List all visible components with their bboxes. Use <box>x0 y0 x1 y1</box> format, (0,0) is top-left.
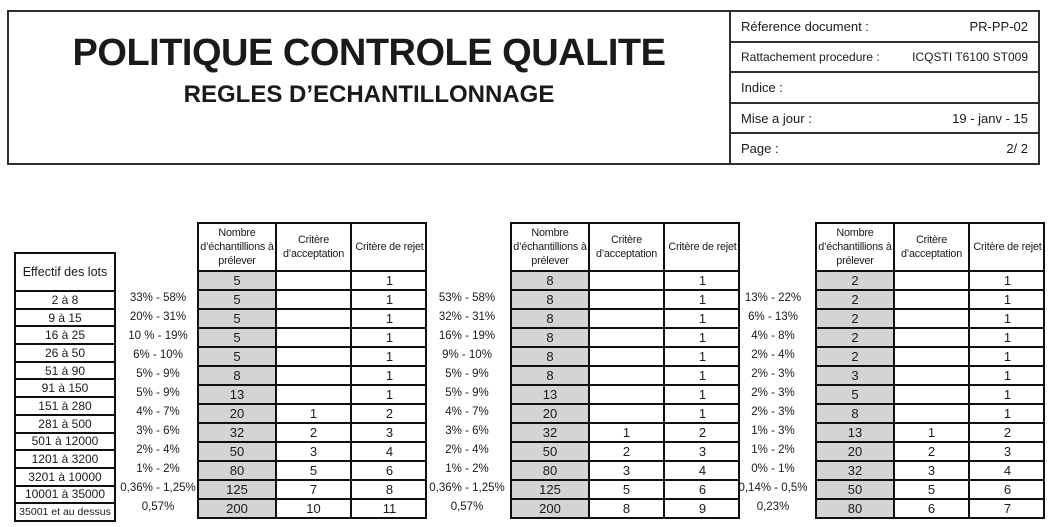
sample-count-cell: 8 <box>199 365 275 384</box>
percentage-label: 0,14% - 0,5% <box>738 482 808 494</box>
acceptance-criteria-cell: 1 <box>275 403 350 422</box>
acceptance-criteria-cell <box>588 327 663 346</box>
sample-count-cell: 5 <box>199 327 275 346</box>
sample-count-cell: 5 <box>817 384 893 403</box>
percentage-label: 53% - 58% <box>438 292 496 304</box>
rejection-criteria-cell: 11 <box>350 498 427 517</box>
sample-count-cell: 8 <box>512 346 588 365</box>
rejection-criteria-cell: 3 <box>968 441 1045 460</box>
sample-count-cell: 2 <box>817 289 893 308</box>
acceptance-criteria-cell: 2 <box>275 422 350 441</box>
document-subtitle: REGLES D’ECHANTILLONNAGE <box>183 81 555 108</box>
percentage-label: 6% - 10% <box>133 349 183 361</box>
percentage-label: 2% - 4% <box>136 444 180 456</box>
acceptance-criteria-cell <box>893 403 968 422</box>
percentage-label: 4% - 7% <box>136 406 180 418</box>
percentage-label: 5% - 9% <box>445 368 489 380</box>
rejection-criteria-cell: 1 <box>663 384 740 403</box>
sample-count-cell: 50 <box>512 441 588 460</box>
sample-count-cell: 13 <box>817 422 893 441</box>
sample-count-cell: 80 <box>199 460 275 479</box>
rejection-criteria-cell: 3 <box>350 422 427 441</box>
page-label: Page : <box>741 141 779 157</box>
sample-count-cell: 8 <box>512 327 588 346</box>
rejection-criteria-cell: 4 <box>663 460 740 479</box>
rejection-criteria-cell: 1 <box>968 308 1045 327</box>
rejection-criteria-cell: 1 <box>968 384 1045 403</box>
acceptance-criteria-cell <box>588 346 663 365</box>
rejection-criteria-cell: 4 <box>350 441 427 460</box>
acceptance-criteria-cell <box>893 289 968 308</box>
sample-count-cell: 50 <box>817 479 893 498</box>
sample-count-cell: 80 <box>817 498 893 517</box>
sample-count-cell: 2 <box>817 346 893 365</box>
percentage-label: 20% - 31% <box>129 311 187 323</box>
percentage-label: 1% - 2% <box>751 444 795 456</box>
percentage-label: 9% - 10% <box>442 349 492 361</box>
percentage-label: 2% - 3% <box>751 368 795 380</box>
acceptance-criteria-cell <box>588 384 663 403</box>
percentage-label: 0,57% <box>450 501 484 513</box>
reference-label: Réference document : <box>741 18 869 34</box>
acceptance-criteria-cell <box>588 365 663 384</box>
acceptance-criteria-cell <box>588 308 663 327</box>
rejection-criteria-cell: 1 <box>350 365 427 384</box>
percentage-label: 0,23% <box>756 501 790 513</box>
acceptance-criteria-cell: 2 <box>893 441 968 460</box>
column-header: Nombre d’échantillions à prélever <box>200 226 274 268</box>
sample-count-cell: 8 <box>512 308 588 327</box>
info-row-mise-a-jour <box>731 102 1038 133</box>
acceptance-criteria-cell <box>275 270 350 289</box>
lot-size-cell: 10001 à 35000 <box>16 485 114 503</box>
column-header: Critère de rejet <box>968 224 1045 270</box>
acceptance-criteria-cell: 3 <box>893 460 968 479</box>
percentage-label: 4% - 8% <box>751 330 795 342</box>
acceptance-criteria-cell <box>893 346 968 365</box>
lot-size-cell: 151 à 280 <box>16 396 114 414</box>
lot-size-cell: 16 à 25 <box>16 325 114 343</box>
sample-count-cell: 20 <box>512 403 588 422</box>
acceptance-criteria-cell: 1 <box>893 422 968 441</box>
document-title: POLITIQUE CONTROLE QUALITE <box>72 32 666 74</box>
sample-count-cell: 32 <box>512 422 588 441</box>
sample-count-cell: 5 <box>199 270 275 289</box>
rejection-criteria-cell: 1 <box>968 403 1045 422</box>
acceptance-criteria-cell: 5 <box>275 460 350 479</box>
acceptance-criteria-cell <box>893 327 968 346</box>
percentage-label: 3% - 6% <box>445 425 489 437</box>
acceptance-criteria-cell <box>275 308 350 327</box>
percentage-label: 1% - 2% <box>445 463 489 475</box>
info-row-reference <box>731 12 1038 41</box>
rejection-criteria-cell: 1 <box>663 346 740 365</box>
rejection-criteria-cell: 3 <box>663 441 740 460</box>
lot-size-cell: 501 à 12000 <box>16 432 114 450</box>
rattachement-value: ICQSTI T6100 ST009 <box>912 49 1028 64</box>
rejection-criteria-cell: 1 <box>663 308 740 327</box>
rejection-criteria-cell: 1 <box>663 365 740 384</box>
info-row-indice <box>731 71 1038 102</box>
acceptance-criteria-cell <box>275 384 350 403</box>
sampling-table-3 <box>815 222 1045 519</box>
lot-table-header: Effectif des lots <box>22 265 108 279</box>
acceptance-criteria-cell: 3 <box>588 460 663 479</box>
percentage-label: 5% - 9% <box>445 387 489 399</box>
acceptance-criteria-cell: 2 <box>588 441 663 460</box>
rejection-criteria-cell: 2 <box>968 422 1045 441</box>
rejection-criteria-cell: 1 <box>350 289 427 308</box>
percentage-label: 16% - 19% <box>438 330 496 342</box>
sample-count-cell: 20 <box>199 403 275 422</box>
percentage-label: 2% - 3% <box>751 387 795 399</box>
sample-count-cell: 13 <box>199 384 275 403</box>
acceptance-criteria-cell: 5 <box>588 479 663 498</box>
rejection-criteria-cell: 8 <box>350 479 427 498</box>
rejection-criteria-cell: 6 <box>663 479 740 498</box>
rejection-criteria-cell: 1 <box>968 346 1045 365</box>
sample-count-cell: 13 <box>512 384 588 403</box>
page-value: 2/ 2 <box>1006 141 1028 157</box>
percentage-label: 5% - 9% <box>136 368 180 380</box>
acceptance-criteria-cell <box>588 270 663 289</box>
acceptance-criteria-cell: 3 <box>275 441 350 460</box>
sample-count-cell: 20 <box>817 441 893 460</box>
acceptance-criteria-cell <box>275 346 350 365</box>
sample-count-cell: 50 <box>199 441 275 460</box>
sample-count-cell: 2 <box>817 308 893 327</box>
rattachement-label: Rattachement procedure : <box>741 49 880 64</box>
column-header: Critère d’acceptation <box>588 224 663 270</box>
sampling-table-2 <box>510 222 740 519</box>
lot-size-cell: 51 à 90 <box>16 361 114 379</box>
rejection-criteria-cell: 6 <box>350 460 427 479</box>
sampling-table-1 <box>197 222 427 519</box>
acceptance-criteria-cell <box>275 327 350 346</box>
percentage-label: 33% - 58% <box>129 292 187 304</box>
reference-value: PR-PP-02 <box>969 18 1028 34</box>
lot-size-cell: 2 à 8 <box>16 290 114 308</box>
rejection-criteria-cell: 1 <box>663 270 740 289</box>
sample-count-cell: 125 <box>512 479 588 498</box>
rejection-criteria-cell: 6 <box>968 479 1045 498</box>
rejection-criteria-cell: 1 <box>350 308 427 327</box>
percentage-label: 0,36% - 1,25% <box>120 482 196 494</box>
percentage-label: 0% - 1% <box>751 463 795 475</box>
rejection-criteria-cell: 1 <box>663 327 740 346</box>
sample-count-cell: 8 <box>512 289 588 308</box>
rejection-criteria-cell: 1 <box>968 327 1045 346</box>
sample-count-cell: 5 <box>199 308 275 327</box>
sample-count-cell: 3 <box>817 365 893 384</box>
percentage-label: 10 % - 19% <box>128 330 188 342</box>
acceptance-criteria-cell: 10 <box>275 498 350 517</box>
percentage-label: 2% - 4% <box>445 444 489 456</box>
acceptance-criteria-cell: 8 <box>588 498 663 517</box>
percentage-label: 0,36% - 1,25% <box>429 482 505 494</box>
column-header: Nombre d’échantillions à prélever <box>818 226 892 268</box>
percentage-label: 6% - 13% <box>748 311 798 323</box>
sample-count-cell: 5 <box>199 346 275 365</box>
lot-table <box>14 252 116 522</box>
percentage-label: 0,57% <box>141 501 175 513</box>
acceptance-criteria-cell: 5 <box>893 479 968 498</box>
rejection-criteria-cell: 1 <box>968 289 1045 308</box>
title-block <box>7 10 731 165</box>
percentage-label: 5% - 9% <box>136 387 180 399</box>
acceptance-criteria-cell <box>588 289 663 308</box>
acceptance-criteria-cell <box>893 384 968 403</box>
acceptance-criteria-cell <box>893 308 968 327</box>
acceptance-criteria-cell: 1 <box>588 422 663 441</box>
percentage-label: 2% - 4% <box>751 349 795 361</box>
percentage-label: 1% - 3% <box>751 425 795 437</box>
acceptance-criteria-cell: 6 <box>893 498 968 517</box>
acceptance-criteria-cell <box>893 270 968 289</box>
sample-count-cell: 200 <box>512 498 588 517</box>
column-header: Critère de rejet <box>350 224 427 270</box>
rejection-criteria-cell: 1 <box>350 384 427 403</box>
sample-count-cell: 32 <box>817 460 893 479</box>
acceptance-criteria-cell <box>275 289 350 308</box>
sample-count-cell: 8 <box>817 403 893 422</box>
acceptance-criteria-cell <box>275 365 350 384</box>
acceptance-criteria-cell <box>893 365 968 384</box>
rejection-criteria-cell: 1 <box>663 289 740 308</box>
lot-size-cell: 35001 et au dessus <box>16 502 114 520</box>
sample-count-cell: 8 <box>512 365 588 384</box>
document-info-table <box>729 10 1040 165</box>
sample-count-cell: 2 <box>817 327 893 346</box>
lot-size-cell: 91 à 150 <box>16 378 114 396</box>
column-header: Critère d’acceptation <box>275 224 350 270</box>
percentage-label: 2% - 3% <box>751 406 795 418</box>
column-header: Critère de rejet <box>663 224 740 270</box>
mise-a-jour-value: 19 - janv - 15 <box>952 110 1028 126</box>
rejection-criteria-cell: 1 <box>968 270 1045 289</box>
rejection-criteria-cell: 1 <box>663 403 740 422</box>
rejection-criteria-cell: 1 <box>350 270 427 289</box>
column-header: Nombre d’échantillions à prélever <box>513 226 587 268</box>
rejection-criteria-cell: 1 <box>350 346 427 365</box>
sample-count-cell: 2 <box>817 270 893 289</box>
lot-size-cell: 9 à 15 <box>16 308 114 326</box>
mise-a-jour-label: Mise a jour : <box>741 110 812 126</box>
rejection-criteria-cell: 2 <box>350 403 427 422</box>
sample-count-cell: 80 <box>512 460 588 479</box>
lot-size-cell: 1201 à 3200 <box>16 449 114 467</box>
rejection-criteria-cell: 2 <box>663 422 740 441</box>
percentage-label: 13% - 22% <box>744 292 802 304</box>
percentage-label: 3% - 6% <box>136 425 180 437</box>
rejection-criteria-cell: 7 <box>968 498 1045 517</box>
sample-count-cell: 32 <box>199 422 275 441</box>
percentage-label: 1% - 2% <box>136 463 180 475</box>
rejection-criteria-cell: 9 <box>663 498 740 517</box>
indice-label: Indice : <box>741 79 783 95</box>
rejection-criteria-cell: 4 <box>968 460 1045 479</box>
acceptance-criteria-cell <box>588 403 663 422</box>
lot-size-cell: 281 à 500 <box>16 414 114 432</box>
sample-count-cell: 200 <box>199 498 275 517</box>
sample-count-cell: 125 <box>199 479 275 498</box>
info-row-page <box>731 132 1038 163</box>
acceptance-criteria-cell: 7 <box>275 479 350 498</box>
sample-count-cell: 8 <box>512 270 588 289</box>
percentage-label: 32% - 31% <box>438 311 496 323</box>
lot-size-cell: 26 à 50 <box>16 343 114 361</box>
info-row-rattachement <box>731 41 1038 72</box>
lot-size-cell: 3201 à 10000 <box>16 467 114 485</box>
rejection-criteria-cell: 1 <box>968 365 1045 384</box>
rejection-criteria-cell: 1 <box>350 327 427 346</box>
percentage-label: 4% - 7% <box>445 406 489 418</box>
sample-count-cell: 5 <box>199 289 275 308</box>
column-header: Critère d’acceptation <box>893 224 968 270</box>
